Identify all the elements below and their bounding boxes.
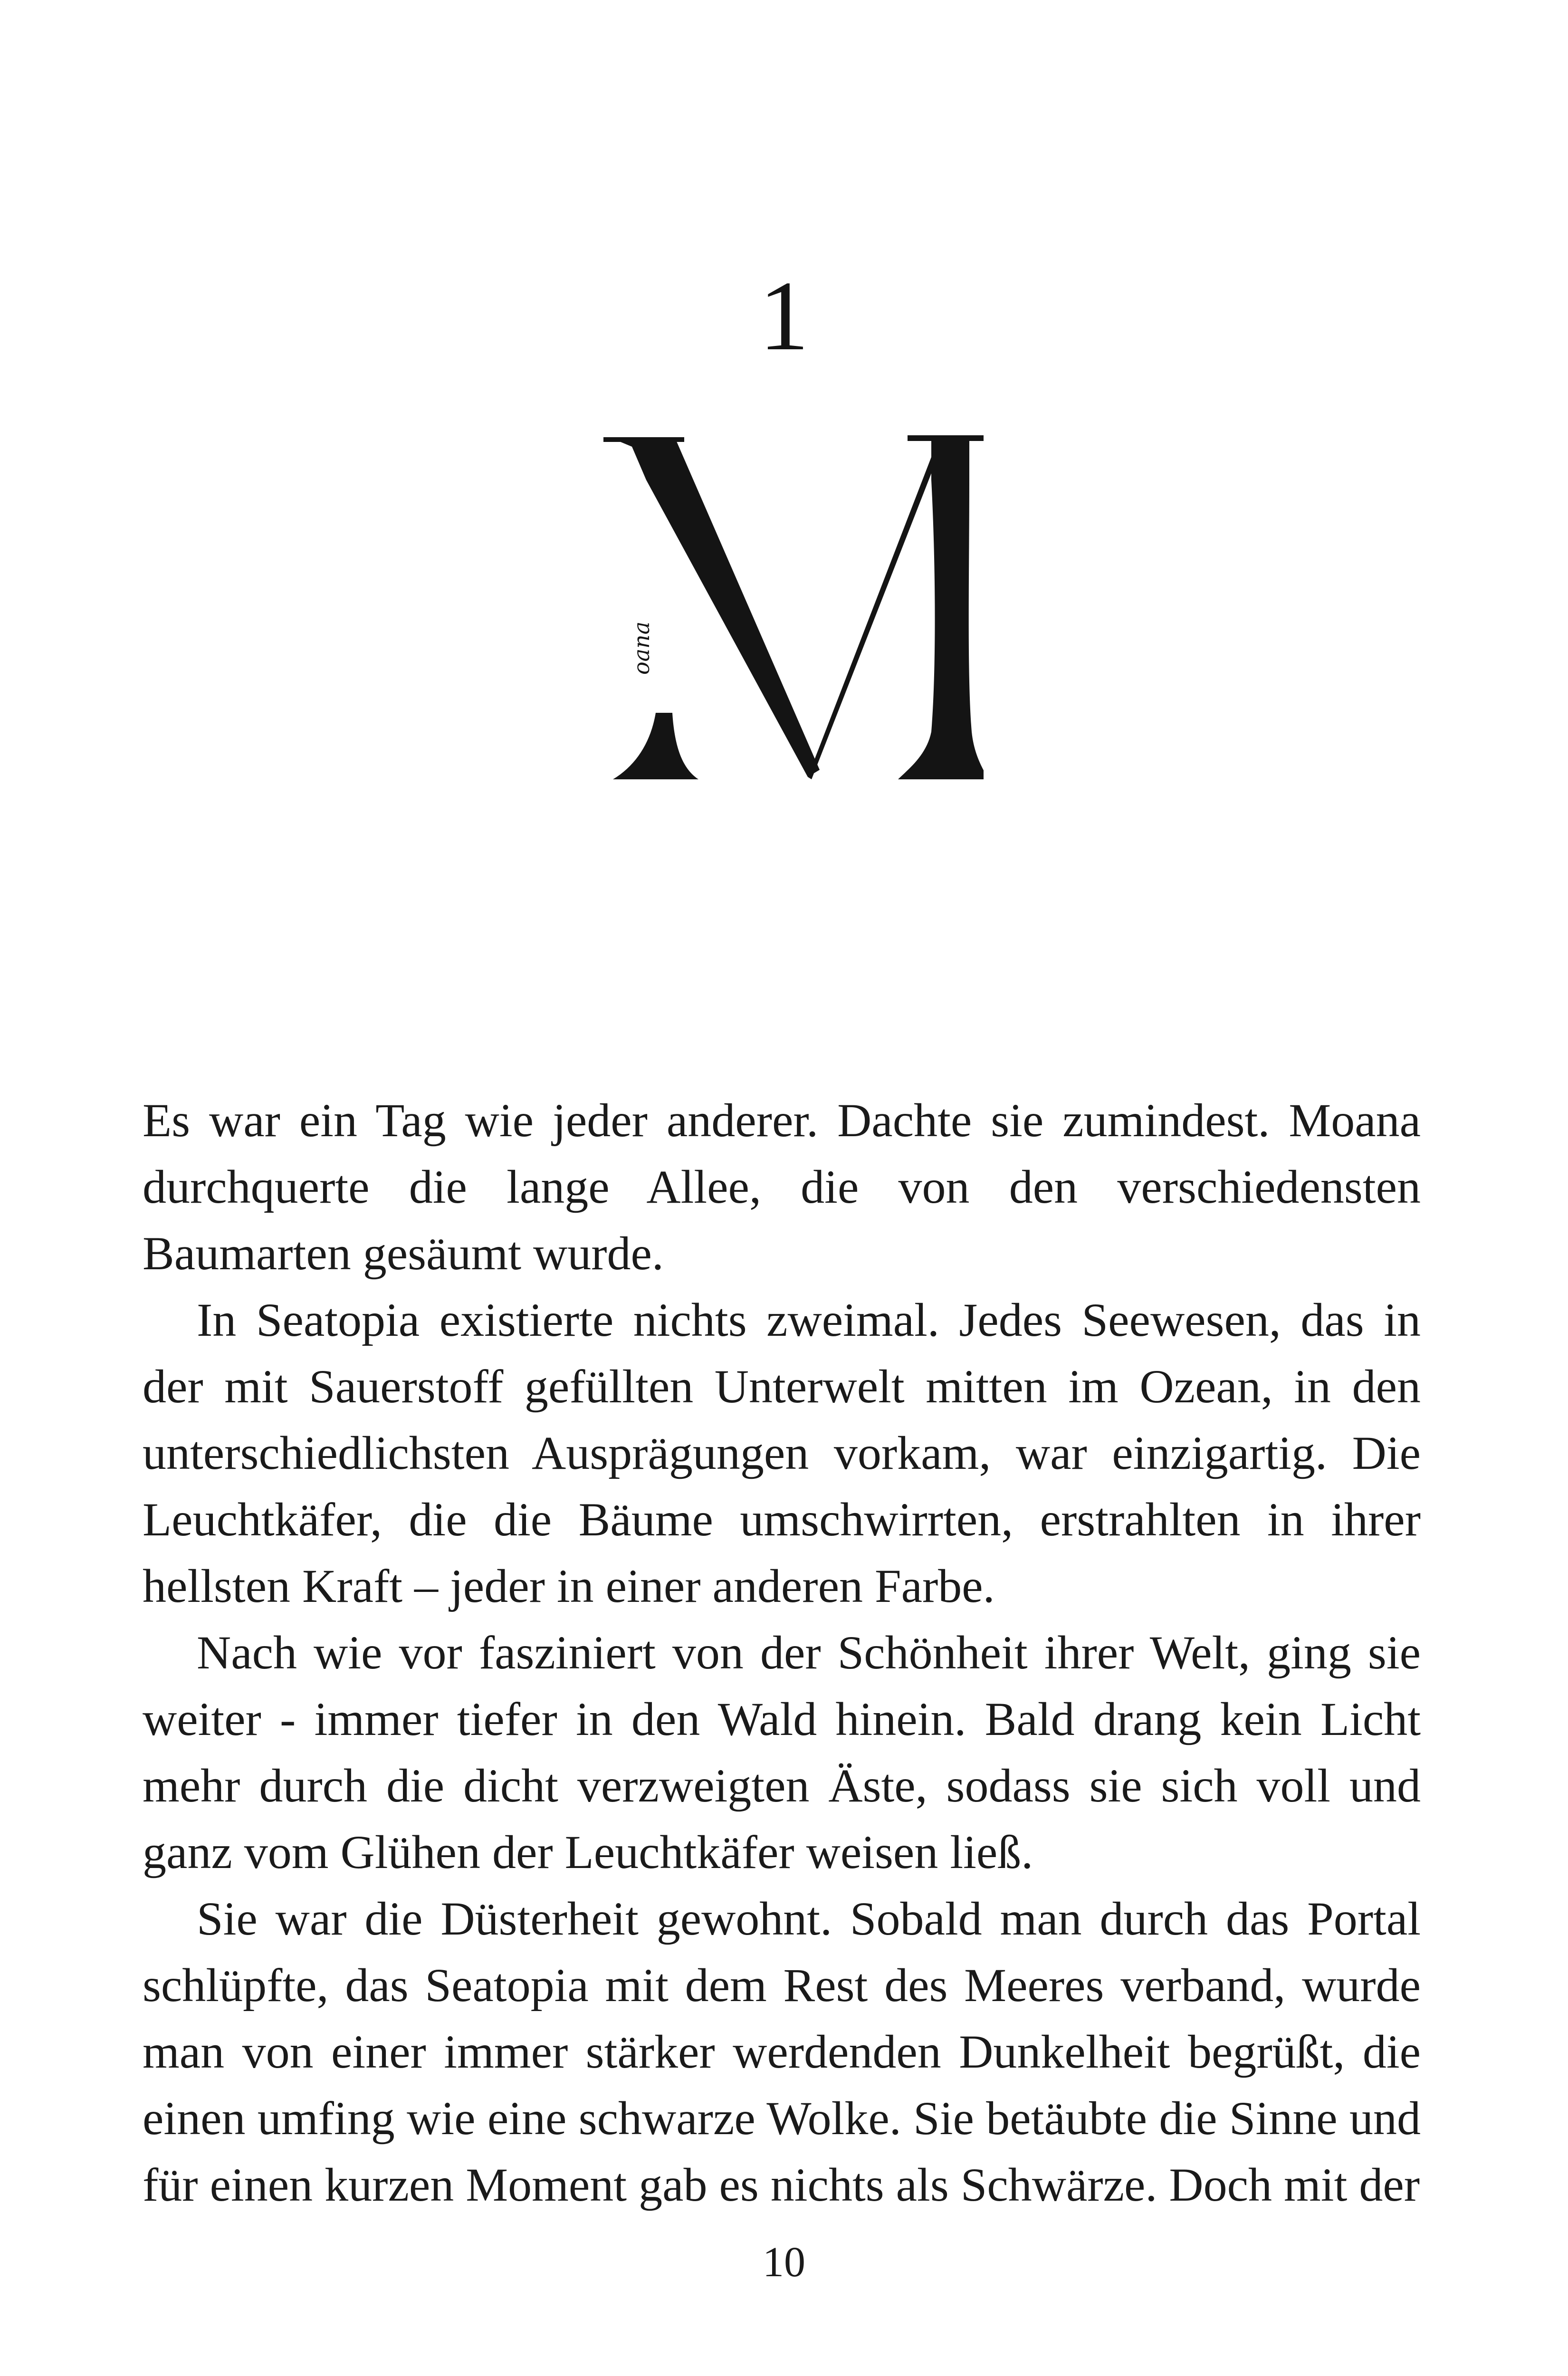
chapter-number: 1 bbox=[759, 261, 809, 371]
chapter-body-text bbox=[143, 1087, 1421, 2218]
monogram-script-word: oana bbox=[629, 621, 654, 675]
drop-cap-monogram bbox=[603, 428, 984, 808]
paragraph: Sie war die Düsterheit gewohnt. Sobald man durch das Portal schlüpfte, das Seatopia mit dem Rest des Meeres verband, wurde man von einer immer stärker werdenden Dunkelheit begrüßt, die einen umfing wie eine schwarze Wolke. Sie betäubte die Sinne und für einen kurzen Moment gab es nichts als Schwärze. Doch mit der bbox=[143, 1892, 1421, 2211]
paragraph: In Seatopia existierte nichts zweimal. Jedes Seewesen, das in der mit Sauerstoff gefüllten Unterwelt mitten im Ozean, in den unterschiedlichsten Ausprägungen vorkam, war einzigartig. Die Leuchtkäfer, die die Bäume umschwirrten, erstrahlten in ihrer hellsten Kraft – jeder in einer anderen Farbe. bbox=[143, 1293, 1421, 1612]
page-number: 10 bbox=[763, 2239, 805, 2286]
paragraph: Es war ein Tag wie jeder anderer. Dachte sie zumindest. Moana durchquerte die lange Allee, die von den verschiedensten Baumarten gesäumt wurde. bbox=[143, 1094, 1421, 1280]
monogram-m-graphic bbox=[603, 428, 984, 808]
paragraph: Nach wie vor fasziniert von der Schönheit ihrer Welt, ging sie weiter - immer tiefer in den Wald hinein. Bald drang kein Licht mehr durch die dicht verzweigten Äste, sodass sie sich voll und ganz vom Glühen der Leuchtkäfer weisen ließ. bbox=[143, 1626, 1421, 1878]
